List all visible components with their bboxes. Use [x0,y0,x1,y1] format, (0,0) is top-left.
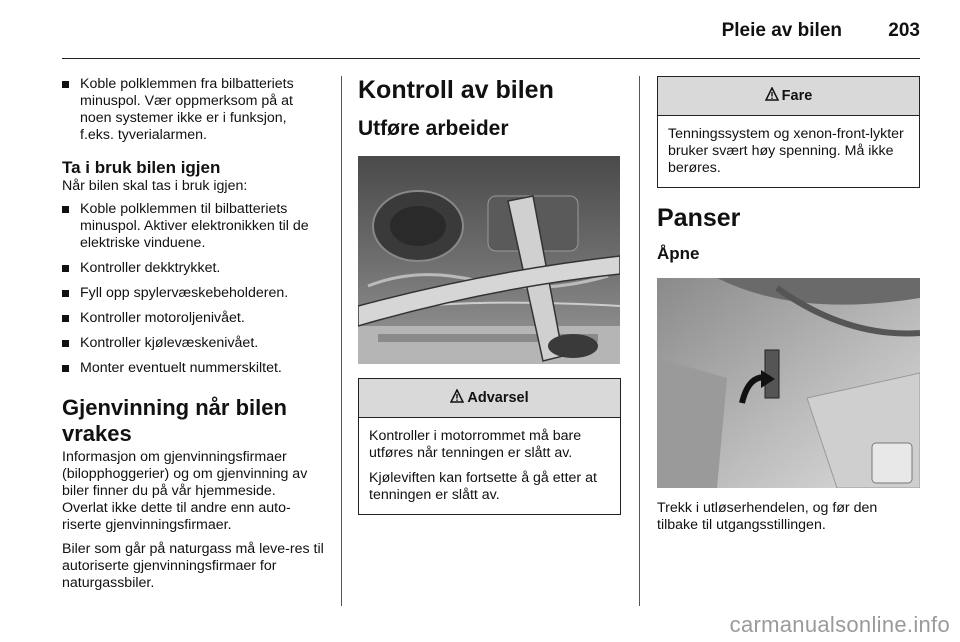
list-item: Kontroller kjølevæskenivået. [62,335,324,352]
list-item: Kontroller dekktrykket. [62,260,324,277]
heading-utfore-arbeider: Utføre arbeider [358,117,509,140]
list-item: Koble polklemmen til bilbatteriets minuspol. Aktiver elektronikken til de elektriske vinduene. [62,201,324,252]
danger-title: Fare [781,88,813,104]
natural-gas-paragraph: Biler som går på naturgass må leve-res til autoriserte gjenvinningsfirmaer for naturgassbiler. [62,541,324,591]
column-left [62,76,324,592]
warning-text: Kontroller i motorrommet må bare utføres når tenningen er slått av. [369,428,582,461]
page-number: 203 [888,20,920,41]
warning-triangle-icon [450,389,464,407]
recycling-paragraph: Informasjon om gjenvinningsfirmaer (bilopphoggerier) og om gjenvinning av biler finner du på vår hjemmeside. Overlat ikke dette til andre enn auto-riserte gjenvinningsfirmaer. [62,449,308,533]
column-divider [639,76,640,606]
danger-text: Tenningssystem og xenon-front-lykter bruker svært høy spenning. Må ikke berøres. [668,126,904,176]
warning-triangle-icon [765,87,779,105]
list-item: Koble polklemmen fra bilbatteriets minuspol. Vær oppmerksom på at noen systemer ikke er i funksjon, f.eks. tyverialarmen. [62,76,324,144]
intro-text: Når bilen skal tas i bruk igjen: [62,178,248,194]
engine-bay-illustration [358,156,620,364]
warning-box [358,378,621,515]
warning-title: Advarsel [467,390,529,406]
heading-ta-i-bruk: Ta i bruk bilen igjen [62,158,221,177]
heading-panser: Panser [657,204,741,232]
page-header [0,0,960,60]
column-divider [341,76,342,606]
danger-header [658,77,919,116]
watermark: carmanualsonline.info [729,612,950,637]
hood-release-illustration [657,278,920,488]
column-right [657,76,920,534]
column-middle [358,76,621,515]
heading-apne: Åpne [657,244,700,263]
danger-box [657,76,920,188]
hood-caption: Trekk i utløserhendelen, og før den tilbake til utgangsstillingen. [657,500,878,533]
list-item: Fyll opp spylervæskebeholderen. [62,285,324,302]
section-title: Pleie av bilen [721,20,842,41]
header-rule [62,58,920,59]
list-item: Kontroller motoroljenivået. [62,310,324,327]
heading-kontroll: Kontroll av bilen [358,76,554,104]
list-item: Monter eventuelt nummerskiltet. [62,360,324,377]
warning-header [359,379,620,418]
warning-text: Kjøleviften kan fortsette å gå etter at tenningen er slått av. [369,470,597,503]
heading-gjenvinning: Gjenvinning når bilen vrakes [62,395,287,446]
